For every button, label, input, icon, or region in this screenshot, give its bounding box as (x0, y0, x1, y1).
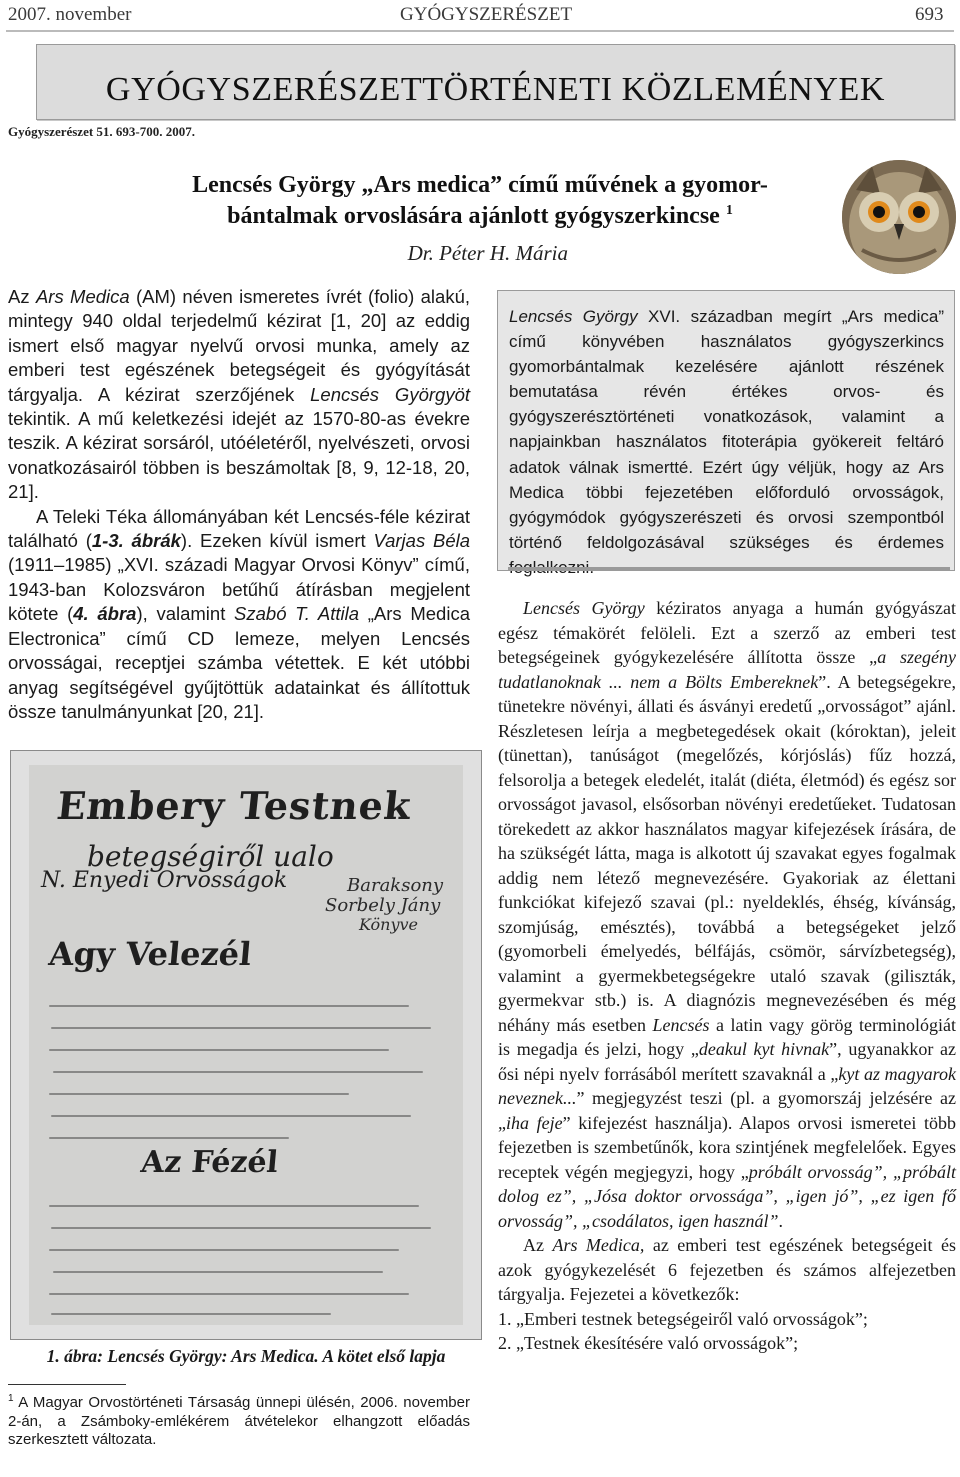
footnote-rule (8, 1384, 126, 1385)
manuscript-heading: Embery Testnek (54, 783, 414, 828)
list-item: 2. „Testnek ékesítésére való orvosságok”; (498, 1333, 799, 1353)
header-page-number: 693 (915, 4, 944, 25)
manuscript-heading: Az Fézél (139, 1145, 280, 1180)
title-footnote-mark: 1 (725, 203, 733, 218)
intro-column (8, 285, 470, 724)
footnote: $^1$ A Magyar Orvostörténeti Társaság ünnepi ülésén, 2006. november 2-án, a Zsámboky-emlékérem átvételekor elhangzott előadás szerkesztett változata. (8, 1393, 470, 1449)
abstract-box-shadow (508, 567, 950, 571)
header-date: 2007. november (8, 4, 132, 25)
chapter-list (498, 1307, 956, 1356)
body-paragraph-2: Az Ars Medica, az emberi test egészének betegségeit és azok gyógykezelését 6 fejezetben és számos alfejezetben tárgyalja. Fejezetei a következők: (498, 1235, 956, 1304)
manuscript-owner-note: Könyve (359, 915, 419, 934)
intro-paragraph-1: Az Ars Medica (AM) néven ismeretes ívrét (folio) alakú, mintegy 940 oldal terjedelmű kézirat [1, 20] az eddig ismert első magyar nyelvű orvosi munka, amely az emberi test egészének betegségeit és gyógyítását tárgyalja. A kézirat szerzőjének Lencsés Györgyöt tekintik. A mű keletkezési idejét az 1570-80-as évekre teszik. A kézirat sorsáról, utóéletéről, nyelvészeti, orvosi vonatkozásairól többen is beszámoltak [8, 9, 12-18, 20, 21]. (8, 286, 470, 503)
citation: Gyógyszerészet 51. 693-700. 2007. (8, 124, 196, 139)
title-line-1: Lencsés György „Ars medica” című művének a gyomor- (192, 172, 768, 198)
section-banner: GYÓGYSZERÉSZETTÖRTÉNETI KÖZLEMÉNYEK (36, 44, 955, 120)
abstract-box: Lencsés György XVI. században megírt „Ars medica” című könyvében használatos gyógyszerkincs gyomorbántalmak kezelésére ajánlott részének bemutatása révén értékes orvos- és gyógyszerésztörténeti vonatkozások, valamint a napjainkban használatos fitoterápia gyökereit feltáró adatok válnak ismertté. Ezért úgy véljük, hogy az Ars Medica többi fejezetében előforduló orvosságok, gyógymódok gyógyszerészeti és orvosi szempontból történő feldolgozásával szükséges és érdemes (497, 290, 955, 571)
list-item: 1. „Emberi testnek betegségeiről való orvosságok”; (498, 1308, 868, 1329)
manuscript-heading: betegségiről ualo (87, 840, 334, 873)
header-rule (6, 30, 954, 32)
owl-portrait-icon (842, 160, 956, 274)
author: Dr. Péter H. Mária (407, 241, 568, 265)
manuscript-heading: N. Enyedi Orvosságok (41, 868, 288, 893)
manuscript-owner-note: Baraksony (347, 875, 444, 896)
figure-manuscript-photo (10, 750, 482, 1340)
manuscript-page (29, 765, 463, 1325)
figure-caption: 1. ábra: Lencsés György: Ars Medica. A kötet első lapja (46, 1346, 446, 1366)
title-line-2: bántalmak orvoslására ajánlott gyógyszerkincse (227, 203, 720, 229)
intro-paragraph-2: A Teleki Téka állományában két Lencsés-féle kézirat található (1-3. ábrák). Ezeken kívül ismert Varjas Béla (1911–1985) „XVI. századi Magyar Orvosi Könyv” című, 1943-ban Kolozsváron betűhű átírásban megjelent kötete (4. ábra), valamint Szabó T. Attila „Ars Medica Electronica” című CD lemeze, melyen Lencsés orvosságai, receptjei számba vétettek. E két utóbbi anyag segítségével gyűjtöttük adatainkat és állítottuk össze tanulmányunkat [20, 21]. (8, 505, 471, 722)
body-column-right (498, 596, 956, 1356)
manuscript-owner-note: Sorbely Jány (325, 895, 441, 916)
manuscript-heading: Agy Velezél (47, 935, 254, 973)
body-paragraph-1: Lencsés György kéziratos anyaga a humán gyógyászat egész témakörét felöleli. Ezt a szerző az emberi test betegségeinek gyógykezelésére állította össze „a szegény tudatlanoknak ... nem a Bölts Embereknek”. A betegségekre, tünetekre növényi, állati és ásványi eredetű „orvosságot” ajánl. Részletesen leírja a megbetegedések okait (kóroktan), jeleit (tünettan), tanúságot (megelőzés, kórjóslás) fűz hozzá, felsorolja a betegek eledelét, italát (diéta, életmód) és egész sor orvosságot javasol, elsősorban növényi eredetűeket. Tudatosan törekedett az akkor használatos magyar kifejezések írására, de ha szükségét látta, maga is alkotott új szavakat egyes fogalmak addig nem létező megnevezésére. Gyakoriak az élettani funkciókat kifejező szavai (pl.: nyeldeklés, éhség, kívánság, szomjúság, emésztés), továbbá a betegségeket jelző (gyomorbeli émelyedés, bélfájás, csömör, sárvízbetegség), valamint a gyermekbetegségekre utaló szavak (giliszták, gyermekvar stb.) is. A diagnózis megnevezésében és még néhány más esetben Lencsés a latin vagy görög terminológiát is megadja és jelzi, hogy „deakul kyt hivnak”, ugyanakkor az ősi népi nyelv forrásából merített szavaknál a „kyt az magyarok neveznek...” megjegyzést teszi (pl. a gyomorszáj jelzésére az „iha feje” kifejezést használja). Alapos orvosi ismeretei több fejezetben is szembetűnők, kora szintjének megfelelőek. Egyes receptek végén megjegyzi, hogy „próbált orvosság”, „próbált dolog ez”, „Jósa doktor orvossága”, „igen jó”, „ez igen fő orvosság”, „csodálatos, igen használ”. (498, 598, 957, 1231)
header-journal: GYÓGYSZERÉSZET (400, 4, 573, 25)
article-title (140, 170, 820, 232)
